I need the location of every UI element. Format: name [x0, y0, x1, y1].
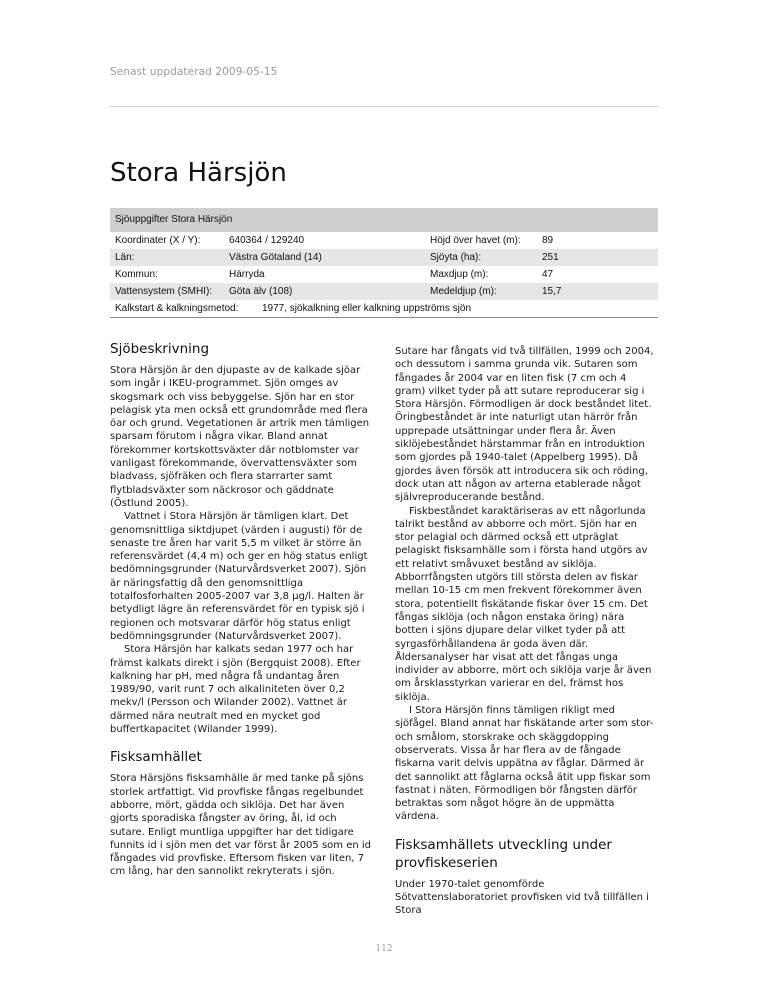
- info-row-water-system: [110, 283, 658, 300]
- header-divider: [110, 106, 658, 107]
- paragraph: Stora Härsjön är den djupaste av de kalkade sjöar som ingår i IKEU-programmet. Sjön omges av skogsmark och viss bebyggelse. Sjön har en stor pelagisk yta men också ett grundområde med flera öar och grund. Vegetationen är artrik men tämligen sparsam förutom i några vikar. Bland annat förekommer kortskottsväxter där notblomster var vanligast förekommande, övervattensväxter som bladvass, sjöfräken och flera starrarter samt flytbladsväxter som näckrosor och gäddnate (Östlund 2005).: [110, 365, 370, 509]
- lake-info-heading: Sjöuppgifter Stora Härsjön: [110, 208, 658, 232]
- info-value: Härryda: [229, 269, 265, 280]
- paragraph: Under 1970-talet genomförde Sötvattenslaboratoriet provfisken vid två tillfällen i Stora: [395, 878, 649, 917]
- paragraph: Stora Härsjöns fisksamhälle är med tanke på sjöns storlek artfattigt. Vid provfiske fångas regelbundet abborre, mört, gädda och siklöja. Det har även gjorts sporadiska fångster av öring, ål, id och sutare. Enligt muntliga uppgifter har det tidigare funnits id i sjön men det var först år 2005 som en id fångades vid provfiske. Eftersom fisken var liten, 7 cm lång, har den sannolikt rekryterats i sjön.: [110, 773, 372, 878]
- info-label: Kalkstart & kalkningsmetod:: [115, 303, 239, 314]
- section-heading-fish-development: Fisksamhällets utveckling under provfiskeserien: [395, 836, 612, 871]
- section-heading-fish-community: Fisksamhället: [110, 749, 202, 766]
- info-label: Höjd över havet (m):: [430, 235, 521, 246]
- info-label: Kommun:: [115, 269, 158, 280]
- page-number: 112: [375, 944, 393, 954]
- lake-info-table: [110, 208, 658, 318]
- right-column: [395, 345, 658, 918]
- info-row-coordinates: [110, 232, 658, 249]
- info-value: 47: [542, 269, 554, 280]
- info-label: Maxdjup (m):: [430, 269, 489, 280]
- info-value: Göta älv (108): [229, 286, 293, 297]
- info-table-bottom-rule: [110, 317, 658, 318]
- info-label: Koordinater (X / Y):: [115, 235, 201, 246]
- info-value: 89: [542, 235, 554, 246]
- info-value: Västra Götaland (14): [229, 252, 322, 263]
- paragraph: Stora Härsjön har kalkats sedan 1977 och har främst kalkats direkt i sjön (Bergquist 2008). Efter kalkning har pH, med några få undantag åren 1989/90, varit runt 7 och alkaliniteten över 0,2 mekv/l (Persson och Wilander 2002). Vattnet är därmed nära neutralt med en mycket god buffertkapacitet (Wilander 1999).: [110, 644, 361, 736]
- info-row-liming: [110, 300, 658, 317]
- paragraph: Vattnet i Stora Härsjön är tämligen klart. Det genomsnittliga siktdjupet (värden i augusti) för de senaste tre åren har varit 5,5 m vilket är större än referensvärdet (4,4 m) och ger en hög status enligt bedömningsgrunder (Naturvårdsverket 2007). Sjön är näringsfattig då den genomsnittliga totalfosforhalten 2005-2007 var 3,8 µg/l. Halten är betydligt lägre än referensvärdet för en typisk sjö i regionen och motsvarar därför hög status enligt bedömningsgrunder (Naturvårdsverket 2007).: [110, 511, 368, 642]
- last-updated-note: Senast uppdaterad 2009-05-15: [110, 66, 278, 78]
- info-value: 251: [542, 252, 559, 263]
- page-title: Stora Härsjön: [110, 158, 287, 188]
- info-label: Medeldjup (m):: [430, 286, 497, 297]
- paragraph: Fiskbeståndet karaktäriseras av ett någorlunda talrikt bestånd av abborre och mört. Sjön har en stor pelagial och därmed också ett utpräglat pelagiskt fisksamhälle som i första hand utgörs av ett relativt småvuxet bestånd av siklöja. Abborrfångsten utgörs till största delen av fiskar mellan 10-15 cm men frekvent förekommer även stora, potentiellt fiskätande fiskar över 15 cm. Det fångas siklöja (och någon enstaka öring) nära botten i sjöns djupare delar vilket tyder på att syrgasförhållandena är goda även där. Åldersanalyser har visat att det fångas unga individer av abborre, mört och siklöja varje år även om årsklasstyrkan varierar en del, främst hos siklöja.: [395, 505, 652, 703]
- info-value: 15,7: [542, 286, 562, 297]
- info-value: 1977, sjökalkning eller kalkning uppströms sjön: [262, 303, 472, 314]
- info-label: Län:: [115, 252, 135, 263]
- info-label: Vattensystem (SMHI):: [115, 286, 213, 297]
- paragraph: I Stora Härsjön finns tämligen rikligt med sjöfågel. Bland annat har fiskätande arter som stor- och smålom, storskrake och skäggdopping observerats. Vissa år har flera av de fångade fiskarna varit delvis uppätna av fåglar. Därmed är det sannolikt att fåglarna också ätit upp fiskar som fastnat i näten. Förmodligen bör fångsten därför betraktas som något högre än de uppmätta värdena.: [395, 705, 654, 823]
- info-label: Sjöyta (ha):: [430, 252, 482, 263]
- info-row-county: [110, 249, 658, 266]
- left-column: [110, 340, 373, 879]
- paragraph: Sutare har fångats vid två tillfällen, 1999 och 2004, och dessutom i samma grunda vik. Sutaren som fångades år 2004 var en liten fisk (7 cm och 4 gram) vilket tyder på att sutare reproducerar sig i Stora Härsjön. Förmodligen är dock beståndet litet. Öringbeståndet är inte naturligt utan härrör från upprepade utsättningar under flera år. Även siklöjebeståndet härstammar från en introduktion som gjordes på 1940-talet (Appelberg 1995). Då gjordes även försök att introducera sik och röding, dock utan att någon av arterna etablerade något självreproducerande bestånd.: [395, 346, 654, 504]
- info-row-municipality: [110, 266, 658, 283]
- section-heading-lake-description: Sjöbeskrivning: [110, 341, 210, 357]
- info-value: 640364 / 129240: [229, 235, 305, 246]
